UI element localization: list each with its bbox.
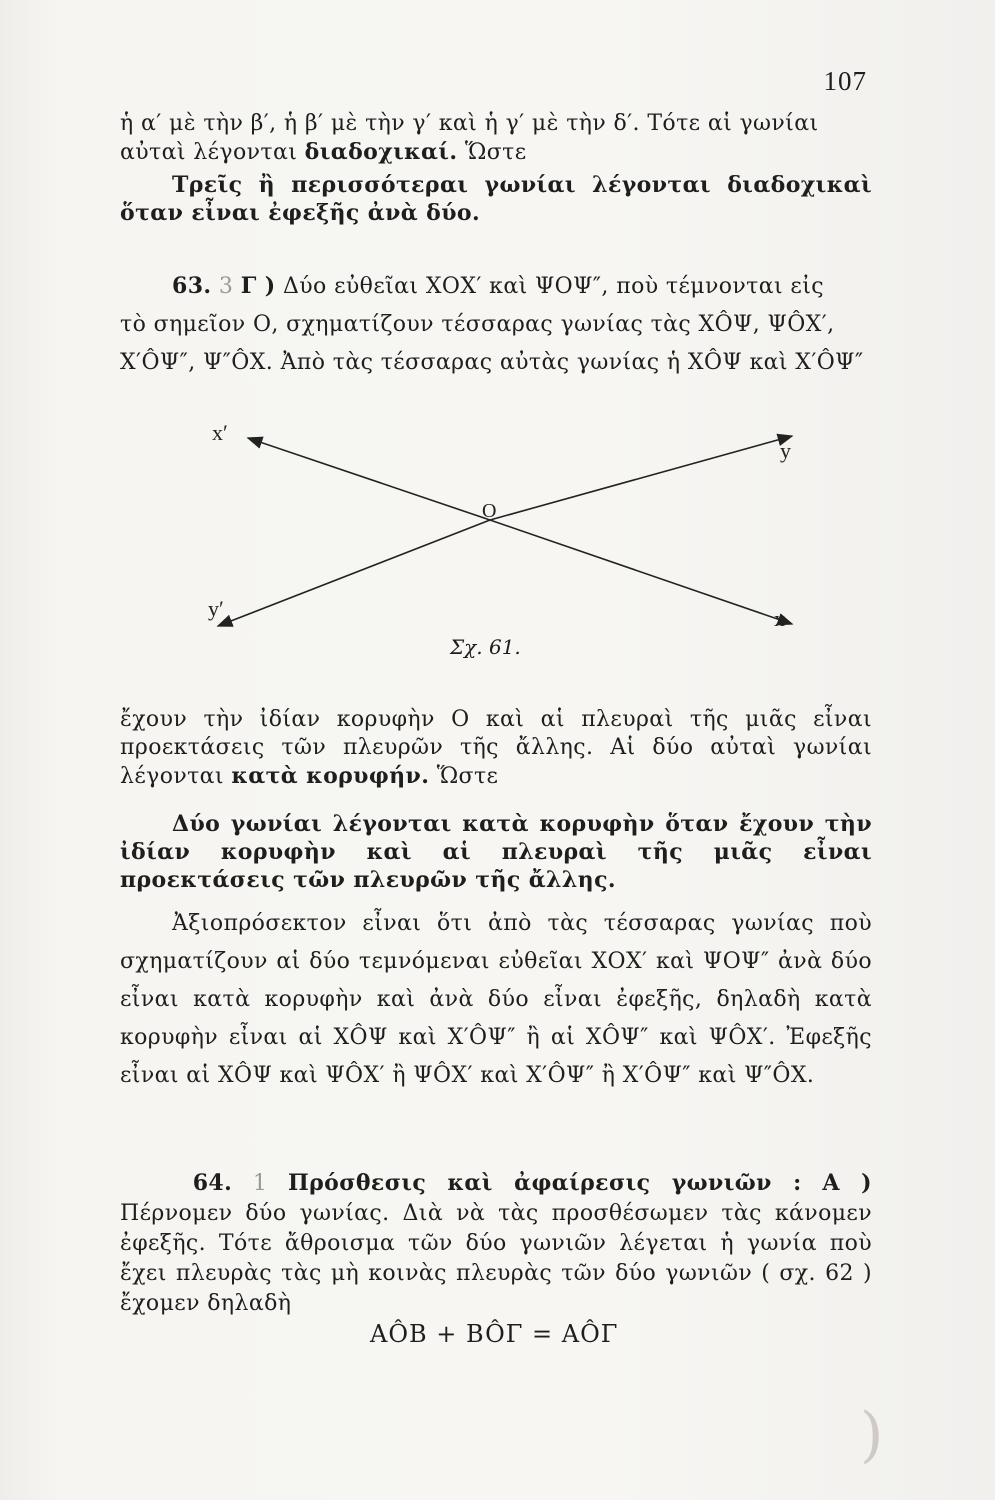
intersecting-lines-diagram bbox=[200, 420, 820, 670]
definition-sequential: Τρεῖς ἢ περισσότεραι γωνίαι λέγονται διαδοχικαὶ ὅταν εἶναι ἐφεξῆς ἀνὰ δύο. bbox=[120, 172, 872, 226]
line-o-to-x bbox=[490, 520, 792, 624]
section-63-label: Γ ) bbox=[240, 273, 276, 299]
definition-vertical: Δύο γωνίαι λέγονται κατὰ κορυφὴν ὅταν ἔχουν τὴν ἰδίαν κορυφὴν καὶ αἱ πλευραὶ τῆς μιᾶς εἶναι προεκτάσεις τῶν πλευρῶν τῆς ἄλλης. bbox=[120, 811, 872, 893]
figure-caption: Σχ. 61. bbox=[450, 635, 521, 659]
section-64 bbox=[120, 1168, 872, 1319]
label-x-prime: x′ bbox=[212, 420, 228, 445]
section-64-sub: 1 bbox=[252, 1171, 268, 1196]
page-number: 107 bbox=[823, 66, 867, 96]
section-63-line-3: Χ′ÔΨ″, Ψ″ÔΧ. Ἀπὸ τὰς τέσσαρας αὐτὰς γωνίας ἡ ΧÔΨ καὶ Χ′ÔΨ″ bbox=[120, 350, 864, 375]
label-y: y bbox=[780, 438, 791, 463]
section-63 bbox=[120, 272, 872, 377]
section-63-text-1: Δύο εὐθεῖαι ΧΟΧ′ καὶ ΨΟΨ″, ποὺ τέμνονται εἰς bbox=[283, 274, 824, 299]
section-63-line-1 bbox=[120, 272, 872, 301]
label-x: x bbox=[774, 606, 785, 631]
section-64-label: Α ) bbox=[822, 1170, 872, 1196]
term-vertical: κατὰ κορυφήν. bbox=[231, 763, 430, 789]
line-o-to-y-prime bbox=[218, 520, 490, 626]
section-63-number: 63. bbox=[172, 273, 212, 299]
angle-sum-formula: AÔB + BÔΓ = AÔΓ bbox=[370, 1320, 619, 1348]
oste-2: Ὥστε bbox=[436, 764, 499, 789]
term-diadochikai: διαδοχικαί. bbox=[304, 139, 458, 165]
top-line-1: ἡ α′ μὲ τὴν β′, ἡ β′ μὲ τὴν γ′ καὶ ἡ γ′ μὲ τὴν δ′. Τότε αἱ γωνίαι bbox=[120, 111, 819, 136]
section-64-text: Πέρνομεν δύο γωνίας. Διὰ νὰ τὰς προσθέσωμεν τὰς κάνομεν ἐφεξῆς. Τότε ἄθροισμα τῶν δύο γωνιῶν λέγεται ἡ γωνία ποὺ ἔχει πλευρὰς τὰς μὴ κοινὰς πλευρὰς τῶν δύο γωνιῶν ( σχ. 62 ) ἔχομεν δηλαδὴ bbox=[120, 1201, 872, 1316]
figure-61 bbox=[200, 420, 820, 670]
paragraph-notable: Ἀξιοπρόσεκτον εἶναι ὅτι ἀπὸ τὰς τέσσαρας γωνίας ποὺ σχηματίζουν αἱ δύο τεμνόμεναι εὐθεῖαι ΧΟΧ′ καὶ ΨΟΨ″ ἀνὰ δύο εἶναι κατὰ κορυφὴν καὶ ἀνὰ δύο εἶναι ἐφεξῆς, δηλαδὴ κατὰ κορυφὴν εἶναι αἱ ΧÔΨ καὶ Χ′ÔΨ″ ἢ αἱ ΧÔΨ″ καὶ ΨÔΧ′. Ἐφεξῆς εἶναι αἱ ΧÔΨ καὶ ΨÔΧ′ ἢ ΨÔΧ′ καὶ Χ′ÔΨ″ ἢ Χ′ÔΨ″ καὶ Ψ″ÔΧ. bbox=[120, 911, 872, 1088]
oste-1: Ὥστε bbox=[464, 140, 527, 165]
top-line-2: αὐταὶ λέγονται διαδοχικαί. Ὥστε bbox=[120, 139, 527, 165]
section-64-number: 64. bbox=[192, 1170, 233, 1196]
paragraph-vertical-angles: ἔχουν τὴν ἰδίαν κορυφὴν Ο καὶ αἱ πλευραὶ τῆς μιᾶς εἶναι προεκτάσεις τῶν πλευρῶν τῆς ἄλλης. Αἱ δύο αὐταὶ γωνίαι λέγονται κατὰ κορυφήν. Ὥστε bbox=[120, 707, 872, 789]
label-y-prime: y′ bbox=[208, 596, 224, 621]
section-63-line-2: τὸ σημεῖον Ο, σχηματίζουν τέσσαρας γωνίας τὰς ΧÔΨ, ΨÔΧ′, bbox=[120, 312, 835, 337]
label-o: O bbox=[482, 500, 497, 522]
line-o-to-y bbox=[490, 436, 792, 520]
line-x-prime-to-x bbox=[248, 438, 490, 520]
top-paragraph bbox=[120, 110, 872, 227]
section-63-sub: 3 bbox=[218, 274, 234, 299]
section-64-title: Πρόσθεσις καὶ ἀφαίρεσις γωνιῶν : bbox=[287, 1170, 802, 1196]
margin-pencil-mark: ) bbox=[860, 1400, 884, 1470]
